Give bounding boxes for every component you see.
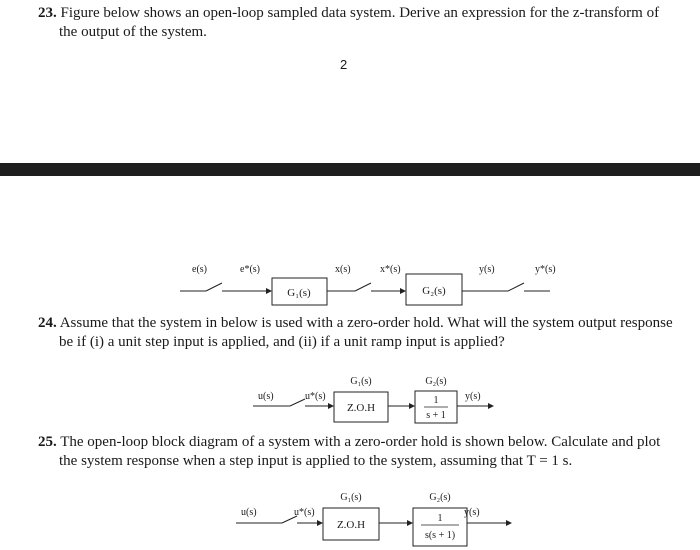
d24-arrow-out [488, 403, 494, 409]
d24-sampler [290, 399, 305, 406]
d23-sampler-2 [355, 283, 371, 291]
d24-arrow-1 [328, 403, 334, 409]
d23-sampled-output-label: y*(s) [535, 264, 556, 275]
diagram-25 [0, 488, 700, 550]
d25-block1-text: Z.O.H [336, 519, 366, 531]
d25-output-label: y(s) [464, 507, 480, 518]
question-24-text [38, 314, 678, 352]
d24-block2-denominator: s + 1 [426, 410, 446, 421]
diagram-24 [0, 370, 700, 430]
d23-block-g1-label: G₁(s) [287, 287, 311, 299]
question-24-body: Assume that the system in below is used with a zero-order hold. What will the system output response be if (i) a unit step input is applied, and (ii) if a unit ramp input is applied? [59, 315, 673, 350]
d23-block-g2-label: G₂(s) [422, 285, 446, 297]
d23-sampler-3 [508, 283, 524, 291]
d25-block2-title: G₂(s) [429, 492, 451, 503]
page-number: 2 [340, 57, 348, 72]
d24-block1-title: G₁(s) [350, 376, 372, 387]
d24-block2-title: G₂(s) [425, 376, 447, 387]
d25-block2-denominator: s(s + 1) [424, 530, 456, 541]
d25-sampled-label: u*(s) [294, 507, 315, 518]
d25-input-label: u(s) [241, 507, 257, 518]
d24-arrow-2 [409, 403, 415, 409]
question-23-number: 23. [38, 5, 57, 21]
d25-arrow-out [506, 520, 512, 526]
d25-block2-numerator: 1 [437, 513, 443, 524]
d23-output-label: y(s) [479, 264, 495, 275]
question-23 [38, 4, 678, 42]
question-25-body: The open-loop block diagram of a system with a zero-order hold is shown below. Calculate and plot the system response when a step input is applied to the system, assuming that T = 1 s. [59, 434, 661, 469]
d23-sampler-1 [206, 283, 222, 291]
d24-block1-text: Z.O.H [346, 402, 376, 414]
d24-sampled-label: u*(s) [305, 391, 326, 402]
question-25-number: 25. [38, 434, 57, 450]
d23-sampled-intermediate-label: x*(s) [380, 264, 401, 275]
d24-input-label: u(s) [258, 391, 274, 402]
d23-arrow-2 [400, 288, 406, 294]
d23-arrow-1 [266, 288, 272, 294]
d23-input-label: e(s) [192, 264, 207, 275]
question-23-body: Figure below shows an open-loop sampled data system. Derive an expression for the z-transform of the output of the system. [59, 5, 660, 40]
d25-arrow-2 [407, 520, 413, 526]
diagram-23 [0, 255, 700, 305]
d24-output-label: y(s) [465, 391, 481, 402]
question-25-text [38, 433, 678, 471]
question-25 [38, 433, 678, 471]
d25-block1-title: G₁(s) [340, 492, 362, 503]
question-24 [38, 314, 678, 352]
d24-block2-numerator: 1 [433, 395, 439, 406]
d23-sampled-input-label: e*(s) [240, 264, 260, 275]
question-23-text [38, 4, 678, 42]
d23-intermediate-label: x(s) [335, 264, 351, 275]
d25-arrow-1 [317, 520, 323, 526]
page-divider [0, 163, 700, 176]
question-24-number: 24. [38, 315, 57, 331]
